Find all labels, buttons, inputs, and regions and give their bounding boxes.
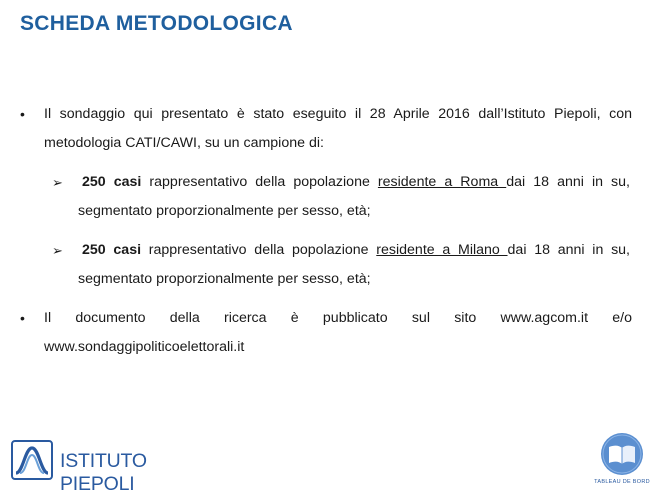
methodology-content [0,100,650,362]
bullet-text: Il documento della ricerca è pubblicato sul sito www.agcom.it e/o www.sondaggipoliticoelettorali.it [44,310,632,355]
subitem-rome [0,168,650,226]
subitem-milan [0,236,650,294]
sample-size: 250 casi [82,242,142,258]
bullet-glyph: • [20,106,25,122]
sample-size: 250 casi [82,174,142,190]
subitem-text [78,236,630,294]
bullet-glyph: • [20,310,25,326]
sample-description: rappresentativo della popolazione [141,174,378,190]
arrow-bullet-icon: ➢ [52,175,63,190]
bullet-text: Il sondaggio qui presentato è stato eseguito il 28 Aprile 2016 dall’Istituto Piepoli, con metodologia CATI/CAWI, su un campione di: [44,106,632,151]
logo-text: ISTITUTO PIEPOLI [60,450,147,495]
arrow-bullet-icon: ➢ [52,243,63,258]
badge-label: TABLEAU DE BORD [594,479,650,485]
piepoli-logo-icon [11,440,53,480]
subitem-text [78,168,630,226]
sample-description: rappresentativo della popolazione [141,242,377,258]
tableau-de-bord-badge [594,432,650,488]
istituto-piepoli-logo [11,440,211,495]
open-book-icon [600,432,644,476]
residence-milan: residente a Milano [376,242,508,258]
bullet-item-publication [0,304,650,362]
residence-rome: residente a Roma [377,174,507,190]
bullet-item-survey [0,100,650,158]
page-title: SCHEDA METODOLOGICA [20,12,293,35]
sample-details: dai 18 anni in su, segmentato proporzionalmente per sesso, età; [78,174,630,219]
sample-details: dai 18 anni in su, segmentato proporzionalmente per sesso, età; [78,242,631,287]
